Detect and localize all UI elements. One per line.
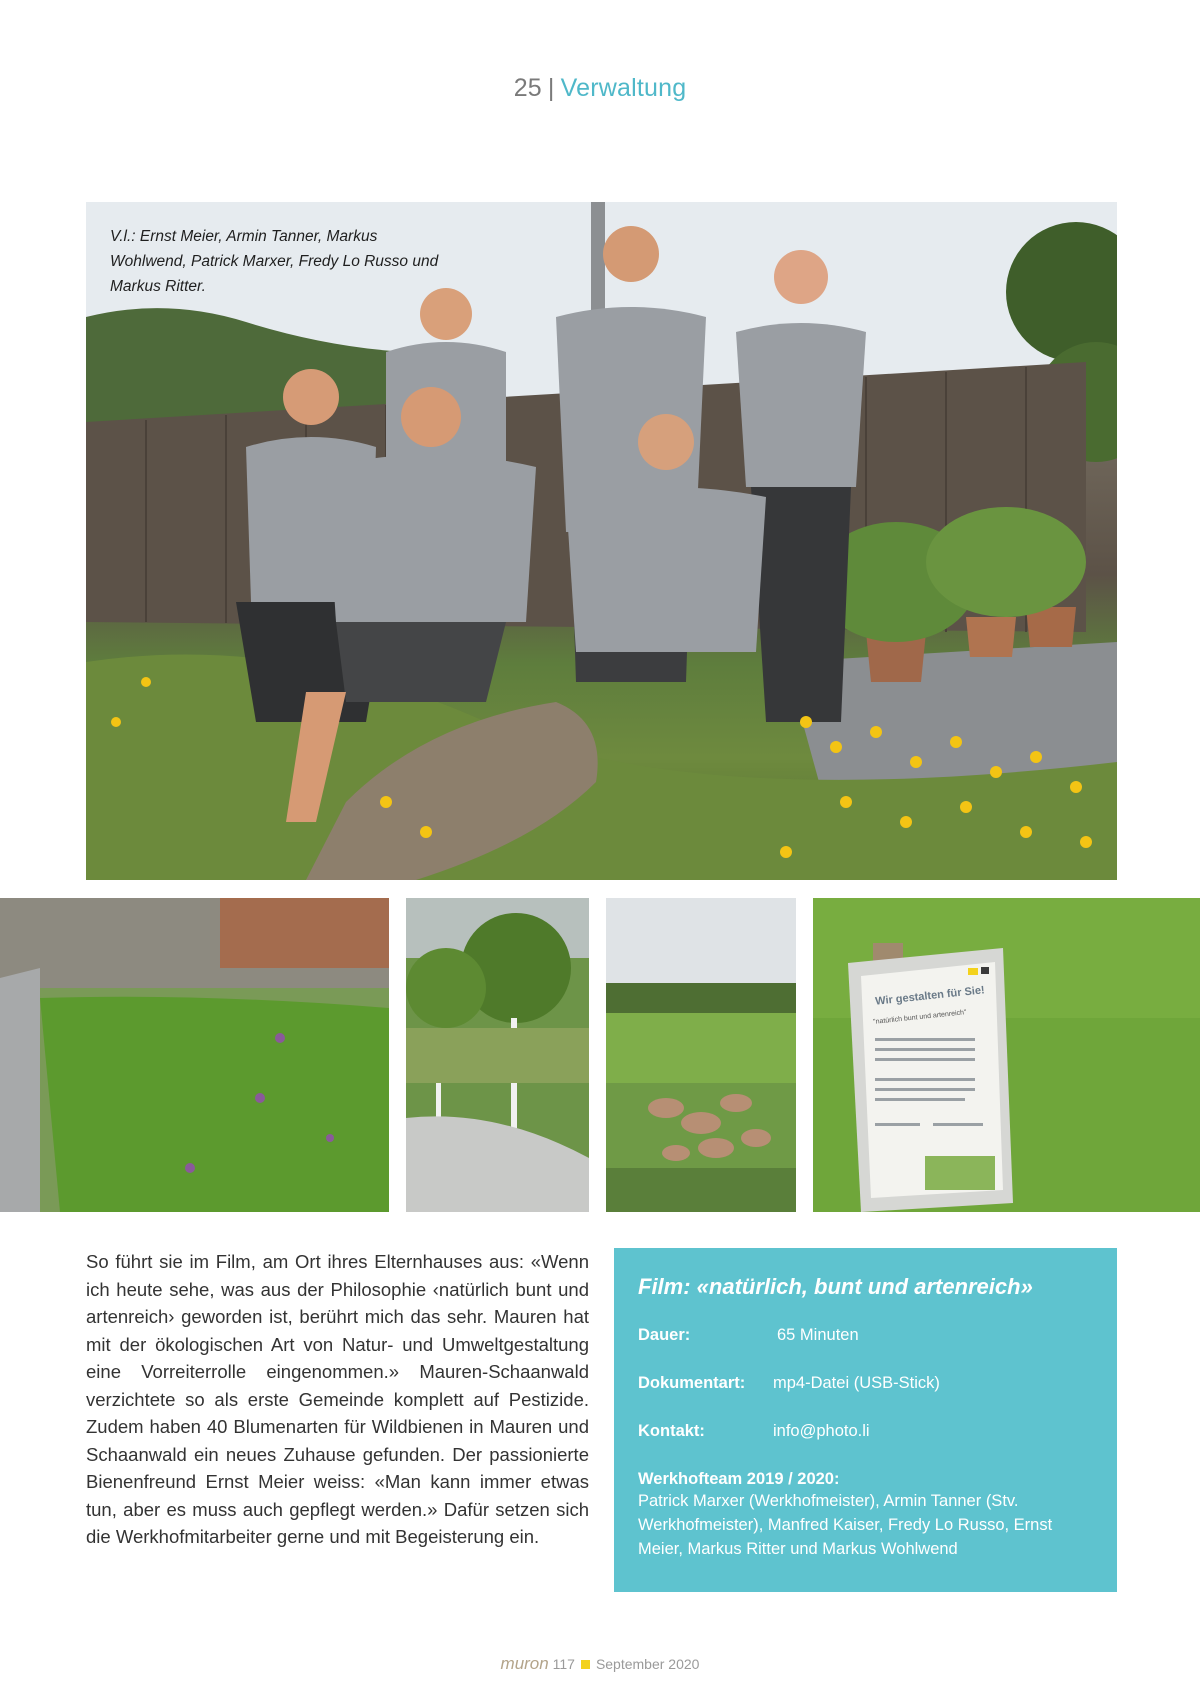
issue-date: September 2020 <box>595 1656 700 1672</box>
info-doctype <box>638 1374 1093 1393</box>
issue-number: 117 <box>552 1656 575 1672</box>
sign-title: Wir gestalten für Sie! <box>874 984 986 1008</box>
contact-link[interactable]: info@photo.li <box>773 1422 870 1440</box>
magazine-brand: muron <box>500 1654 549 1673</box>
duration-value: 65 Minuten <box>777 1326 859 1344</box>
photo-caption: V.l.: Ernst Meier, Armin Tanner, Markus Wohlwend, Patrick Marxer, Fredy Lo Russo und Markus Ritter. <box>110 228 439 295</box>
page-header <box>0 74 1200 103</box>
body-paragraph: So führt sie im Film, am Ort ihres Elternhauses aus: «Wenn ich heute sehe, was aus der Philosophie ‹natürlich bunt und artenreich› geworden ist, berührt mich das sehr. Mauren hat mit der ökologischen Art von Natur- und Umweltgestaltung eine Vorreiterrolle eingenommen.» Mauren-Schaanwald verzichtete so als erste Gemeinde komplett auf Pestizide. Zudem haben 40 Blumenarten für Wildbienen in Mauren und Schaanwald ein neues Zuhause gefunden. Der passionierte Bienenfreund Ernst Meier weiss: «Man kann immer etwas tun, aber es muss auch gepflegt werden.» Dafür setzen sich die Werkhofmitarbeiter gerne und mit Begeisterung ein. <box>86 1251 589 1547</box>
film-info-box <box>614 1248 1117 1592</box>
sign-photo <box>813 898 1200 1212</box>
team-members: Patrick Marxer (Werkhofmeister), Armin Tanner (Stv. Werkhofmeister), Manfred Kaiser, Fredy Lo Russo, Ernst Meier, Markus Ritter und Markus Wohlwend <box>638 1492 1053 1558</box>
team-photo <box>86 202 1117 880</box>
section-title: Verwaltung <box>560 74 687 102</box>
info-contact <box>638 1422 1093 1441</box>
info-duration <box>638 1326 1093 1345</box>
contact-label: Kontakt: <box>638 1422 705 1440</box>
team-label: Werkhofteam 2019 / 2020: <box>638 1470 840 1488</box>
page-footer <box>0 1654 1200 1674</box>
meadow-photo <box>0 898 389 1212</box>
doctype-value: mp4-Datei (USB-Stick) <box>773 1374 940 1392</box>
path-tree-photo <box>406 898 589 1212</box>
header-separator: | <box>547 74 555 102</box>
doctype-label: Dokumentart: <box>638 1374 746 1392</box>
sign-subtitle: "natürlich bunt und artenreich" <box>872 1009 967 1026</box>
garden-stones-photo <box>606 898 796 1212</box>
square-marker-icon <box>581 1660 590 1669</box>
info-title: Film: «natürlich, bunt und artenreich» <box>638 1274 1033 1299</box>
duration-label: Dauer: <box>638 1326 691 1344</box>
page-number: 25 <box>513 74 542 102</box>
